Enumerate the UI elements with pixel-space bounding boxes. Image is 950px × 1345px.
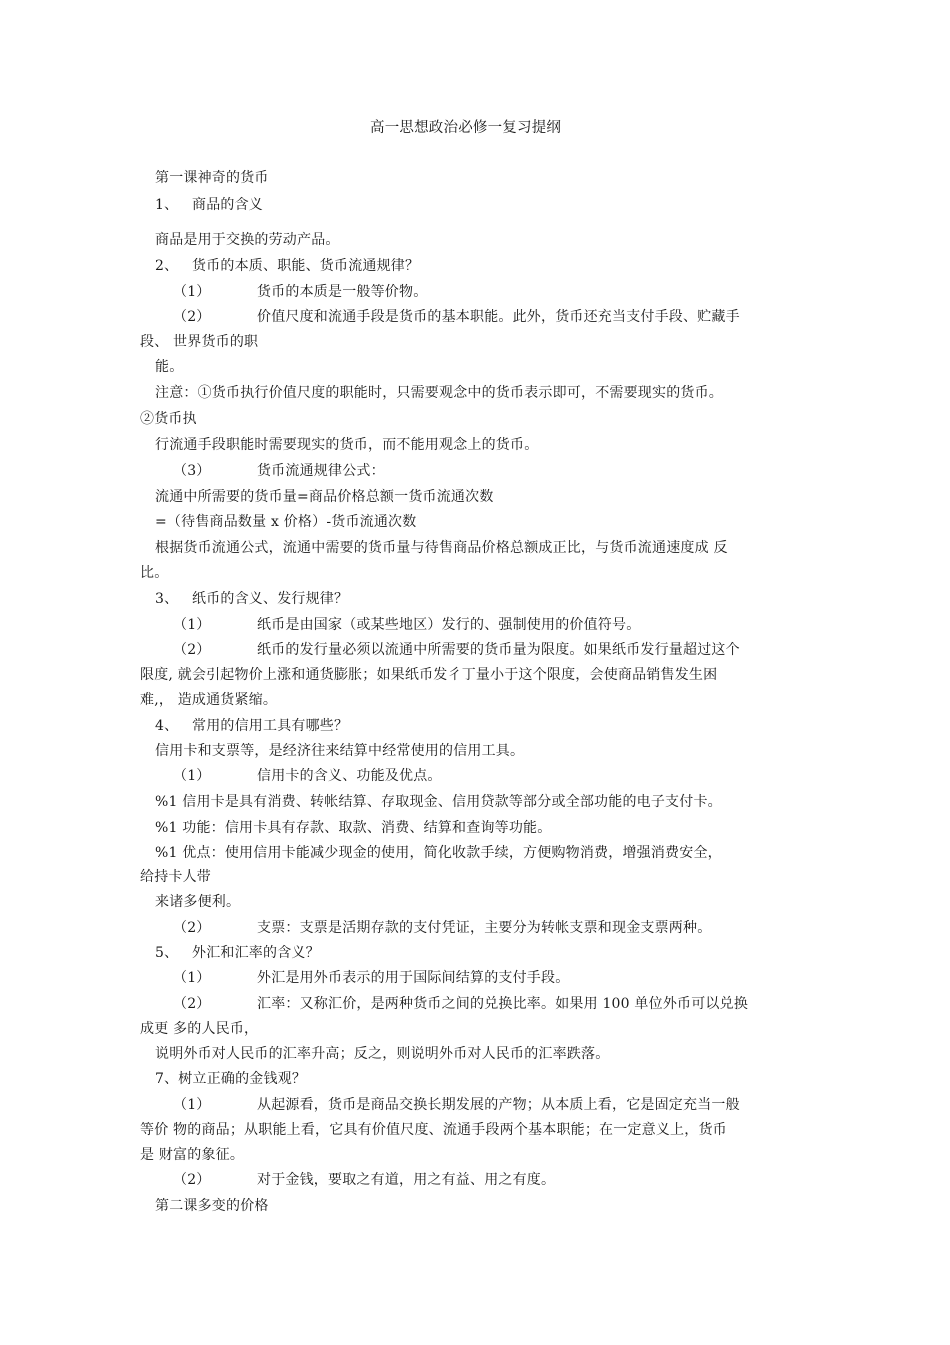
sub-item — [173, 461, 385, 481]
question-heading — [155, 589, 348, 609]
sub-item-number: （1） — [173, 768, 211, 784]
question-number: 2、 — [155, 258, 179, 274]
question-text: 常用的信用工具有哪些？ — [192, 718, 349, 734]
sub-item-text: 信用卡的含义、功能及优点。 — [257, 768, 442, 784]
sub-item-text: 汇率：又称汇价，是两种货币之间的兑换比率。如果用 100 单位外币可以兑换 — [257, 996, 749, 1012]
sub-item-text: 货币的本质是一般等价物。 — [257, 284, 428, 300]
question-text: 商品的含义 — [192, 197, 263, 213]
paragraph-line: 等价 物的商品；从职能上看，它具有价值尺度、流通手段两个基本职能；在一定意义上，货币 — [140, 1122, 727, 1138]
paragraph-line: 说明外币对人民币的汇率升高；反之，则说明外币对人民币的汇率跌落。 — [155, 1046, 610, 1062]
sub-item-text: 货币流通规律公式： — [257, 463, 385, 479]
sub-item-text: 对于金钱，要取之有道，用之有益、用之有度。 — [257, 1172, 556, 1188]
paragraph-line: 是 财富的象征。 — [140, 1147, 245, 1163]
lesson-heading: 第一课神奇的货币 — [155, 170, 269, 186]
question-heading — [155, 256, 419, 276]
paragraph-line: 行流通手段职能时需要现实的货币，而不能用观念上的货币。 — [155, 437, 539, 453]
paragraph-line: 给持卡人带 — [140, 869, 211, 885]
paragraph-line: 难,， 造成通货紧缩。 — [140, 692, 278, 708]
paragraph-line: ②货币执 — [140, 411, 197, 427]
sub-item — [173, 307, 740, 327]
lesson-heading: 第二课多变的价格 — [155, 1198, 269, 1214]
sub-item-number: （3） — [173, 463, 211, 479]
bullet-line: %1 信用卡是具有消费、转帐结算、存取现金、信用贷款等部分或全部功能的电子支付卡。 — [155, 794, 722, 810]
sub-item — [173, 766, 442, 786]
paragraph-line: 成更 多的人民币， — [140, 1021, 259, 1037]
sub-item — [173, 282, 427, 302]
bullet-line: %1 优点：使用信用卡能减少现金的使用，简化收款手续，方便购物消费，增强消费安全， — [155, 845, 722, 861]
sub-item — [173, 1170, 555, 1190]
question-number: 4、 — [155, 718, 179, 734]
sub-item-text: 纸币是由国家（或某些地区）发行的、强制使用的价值符号。 — [257, 617, 641, 633]
paragraph-line: 根据货币流通公式，流通中需要的货币量与待售商品价格总额成正比，与货币流通速度成 反 — [155, 540, 728, 556]
document-title: 高一思想政治必修一复习提纲 — [370, 120, 562, 136]
paragraph-line: 信用卡和支票等，是经济往来结算中经常使用的信用工具。 — [155, 743, 525, 759]
sub-item — [173, 640, 740, 660]
sub-item-number: （1） — [173, 617, 211, 633]
question-text: 货币的本质、职能、货币流通规律？ — [192, 258, 420, 274]
question-number: 3、 — [155, 591, 179, 607]
sub-item-number: （1） — [173, 970, 211, 986]
paragraph-line: 比。 — [140, 565, 169, 581]
question-number: 5、 — [155, 945, 179, 961]
formula-line: 流通中所需要的货币量=商品价格总额一货币流通次数 — [155, 489, 494, 505]
paragraph-line: 注意：①货币执行价值尺度的职能时，只需要观念中的货币表示即可，不需要现实的货币。 — [155, 385, 723, 401]
sub-item — [173, 1095, 740, 1115]
paragraph: 商品是用于交换的劳动产品。 — [155, 232, 340, 248]
sub-item-number: （2） — [173, 1172, 211, 1188]
question-text: 纸币的含义、发行规律？ — [192, 591, 349, 607]
question-heading: 7、树立正确的金钱观？ — [155, 1071, 307, 1087]
bullet-line: %1 功能：信用卡具有存款、取款、消费、结算和查询等功能。 — [155, 820, 552, 836]
sub-item — [173, 615, 640, 635]
question-heading — [155, 943, 320, 963]
sub-item-text: 支票：支票是活期存款的支付凭证，主要分为转帐支票和现金支票两种。 — [257, 920, 712, 936]
sub-item-text: 纸币的发行量必须以流通中所需要的货币量为限度。如果纸币发行量超过这个 — [257, 642, 740, 658]
paragraph-line: 能。 — [155, 359, 184, 375]
question-heading — [155, 195, 263, 215]
sub-item-text: 从起源看，货币是商品交换长期发展的产物；从本质上看，它是固定充当一般 — [257, 1097, 740, 1113]
sub-item — [173, 968, 569, 988]
sub-item-number: （2） — [173, 920, 211, 936]
sub-item-number: （1） — [173, 1097, 211, 1113]
sub-item — [173, 918, 711, 938]
sub-item-number: （2） — [173, 642, 211, 658]
sub-item — [173, 994, 748, 1014]
sub-item-text: 价值尺度和流通手段是货币的基本职能。此外，货币还充当支付手段、贮藏手 — [257, 309, 740, 325]
question-text: 外汇和汇率的含义？ — [192, 945, 320, 961]
question-number: 1、 — [155, 197, 179, 213]
paragraph-line: 段、 世界货币的职 — [140, 334, 259, 350]
sub-item-text: 外汇是用外币表示的用于国际间结算的支付手段。 — [257, 970, 570, 986]
paragraph-line: 来诸多便利。 — [155, 894, 241, 910]
formula-line: =（待售商品数量 x 价格）-货币流通次数 — [155, 514, 417, 530]
paragraph-line: 限度, 就会引起物价上涨和通货膨胀；如果纸币发彳丁量小于这个限度，会使商品销售发生困 — [140, 667, 718, 683]
sub-item-number: （2） — [173, 996, 211, 1012]
sub-item-number: （2） — [173, 309, 211, 325]
sub-item-number: （1） — [173, 284, 211, 300]
question-heading — [155, 716, 348, 736]
